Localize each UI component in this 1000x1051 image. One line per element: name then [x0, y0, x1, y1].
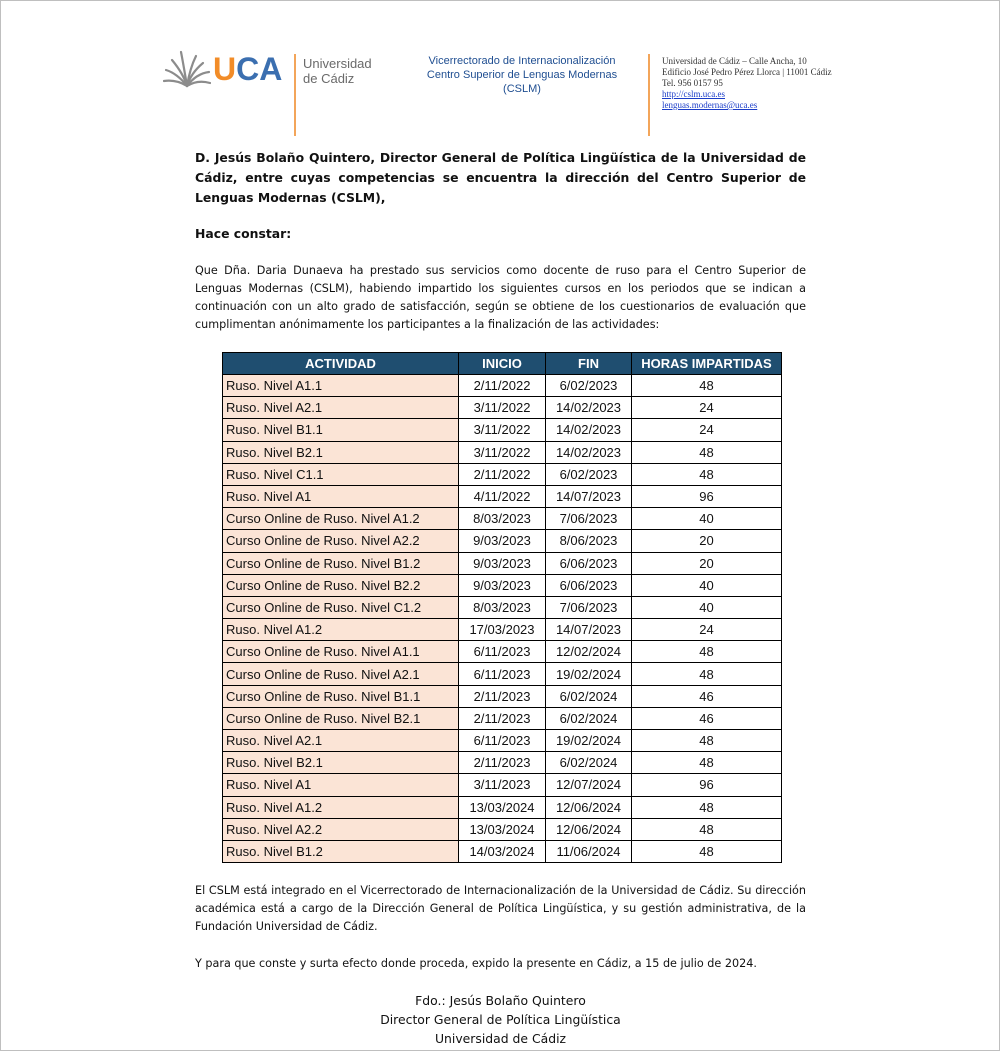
cell-fin: 12/02/2024: [546, 641, 632, 663]
cell-fin: 6/02/2023: [546, 463, 632, 485]
cell-inicio: 2/11/2023: [459, 685, 546, 707]
intro-statement: D. Jesús Bolaño Quintero, Director General de Política Lingüística de la Universidad de Cádiz, entre cuyas competencias se encuentra la dirección del Centro Superior de Lenguas Modernas (CSLM),: [195, 150, 806, 205]
table-row: [223, 619, 782, 641]
uca-emblem-icon: [163, 48, 211, 88]
cell-actividad: Ruso. Nivel B2.1: [223, 752, 459, 774]
cell-actividad: Ruso. Nivel B1.1: [223, 419, 459, 441]
cell-fin: 6/06/2023: [546, 552, 632, 574]
cell-horas: 46: [632, 707, 782, 729]
column-header-inicio: INICIO: [459, 353, 546, 375]
cell-inicio: 9/03/2023: [459, 530, 546, 552]
cell-inicio: 6/11/2023: [459, 663, 546, 685]
cell-horas: 48: [632, 840, 782, 862]
cell-actividad: Ruso. Nivel A1: [223, 485, 459, 507]
cslm-info-paragraph: El CSLM está integrado en el Vicerrectorado de Internacionalización de la Universidad de Cádiz. Su dirección académica está a cargo de la Dirección General de Política Lingüística, y su gestión administrativa, de la Fundación Universidad de Cádiz.: [195, 884, 806, 933]
cell-inicio: 2/11/2022: [459, 375, 546, 397]
cell-horas: 48: [632, 818, 782, 840]
cell-horas: 24: [632, 397, 782, 419]
cell-horas: 24: [632, 619, 782, 641]
cell-inicio: 14/03/2024: [459, 840, 546, 862]
cell-horas: 48: [632, 663, 782, 685]
signature-institution: Universidad de Cádiz: [434, 1031, 567, 1046]
cell-actividad: Ruso. Nivel A1.1: [223, 375, 459, 397]
cell-horas: 46: [632, 685, 782, 707]
website-link[interactable]: http://cslm.uca.es: [662, 89, 725, 99]
table-row: [223, 707, 782, 729]
table-row: [223, 552, 782, 574]
cell-actividad: Ruso. Nivel A1.2: [223, 796, 459, 818]
table-row: [223, 685, 782, 707]
cell-fin: 14/07/2023: [546, 485, 632, 507]
cell-horas: 24: [632, 419, 782, 441]
table-row: [223, 641, 782, 663]
table-row: [223, 463, 782, 485]
signature-block: [195, 991, 806, 1048]
table-row: [223, 574, 782, 596]
cell-inicio: 17/03/2023: [459, 619, 546, 641]
cell-fin: 14/07/2023: [546, 619, 632, 641]
cell-actividad: Ruso. Nivel A2.1: [223, 397, 459, 419]
logo-university-name: Universidad de Cádiz: [303, 56, 372, 86]
cell-horas: 96: [632, 485, 782, 507]
cell-horas: 48: [632, 463, 782, 485]
courses-table: [222, 352, 782, 863]
cell-inicio: 13/03/2024: [459, 796, 546, 818]
table-row: [223, 441, 782, 463]
table-row: [223, 774, 782, 796]
cell-fin: 7/06/2023: [546, 508, 632, 530]
table-row: [223, 752, 782, 774]
cell-inicio: 3/11/2022: [459, 397, 546, 419]
cell-inicio: 4/11/2022: [459, 485, 546, 507]
vicerrectorado-block: Vicerrectorado de Internacionalización Centro Superior de Lenguas Modernas (CSLM): [426, 55, 618, 95]
cell-fin: 6/02/2024: [546, 685, 632, 707]
table-row: [223, 596, 782, 618]
cell-actividad: Curso Online de Ruso. Nivel A2.1: [223, 663, 459, 685]
cell-actividad: Ruso. Nivel A1.2: [223, 619, 459, 641]
cell-fin: 6/02/2024: [546, 707, 632, 729]
table-row: [223, 485, 782, 507]
table-row: [223, 818, 782, 840]
column-header-horas: HORAS IMPARTIDAS: [632, 353, 782, 375]
table-row: [223, 730, 782, 752]
cell-actividad: Ruso. Nivel A1: [223, 774, 459, 796]
cell-fin: 7/06/2023: [546, 596, 632, 618]
cell-inicio: 13/03/2024: [459, 818, 546, 840]
column-header-actividad: ACTIVIDAD: [223, 353, 459, 375]
cell-horas: 48: [632, 796, 782, 818]
cell-actividad: Curso Online de Ruso. Nivel C1.2: [223, 596, 459, 618]
cell-fin: 19/02/2024: [546, 663, 632, 685]
cell-horas: 48: [632, 375, 782, 397]
table-row: [223, 663, 782, 685]
logo-wordmark: UCA: [213, 51, 283, 87]
cell-inicio: 3/11/2022: [459, 441, 546, 463]
cell-inicio: 6/11/2023: [459, 730, 546, 752]
cell-inicio: 3/11/2023: [459, 774, 546, 796]
cell-inicio: 9/03/2023: [459, 552, 546, 574]
contact-block: Universidad de Cádiz – Calle Ancha, 10 Edificio José Pedro Pérez Llorca | 11001 Cádiz Tel. 956 0157 95 http://cslm.uca.es lenguas.modernas@uca.es: [662, 56, 832, 110]
cell-actividad: Curso Online de Ruso. Nivel B1.1: [223, 685, 459, 707]
cell-fin: 11/06/2024: [546, 840, 632, 862]
table-row: [223, 397, 782, 419]
cell-horas: 48: [632, 730, 782, 752]
signature-name: Fdo.: Jesús Bolaño Quintero: [415, 993, 586, 1008]
table-row: [223, 530, 782, 552]
cell-fin: 12/07/2024: [546, 774, 632, 796]
cell-inicio: 2/11/2023: [459, 707, 546, 729]
hace-constar-heading: Hace constar:: [195, 226, 292, 241]
closing-paragraph: Y para que conste y surta efecto donde proceda, expido la presente en Cádiz, a 15 de julio de 2024.: [195, 957, 757, 970]
cell-inicio: 8/03/2023: [459, 596, 546, 618]
cell-inicio: 2/11/2022: [459, 463, 546, 485]
cell-horas: 20: [632, 530, 782, 552]
cell-inicio: 6/11/2023: [459, 641, 546, 663]
cell-actividad: Curso Online de Ruso. Nivel A1.2: [223, 508, 459, 530]
cell-inicio: 3/11/2022: [459, 419, 546, 441]
cell-fin: 12/06/2024: [546, 796, 632, 818]
cell-actividad: Curso Online de Ruso. Nivel B1.2: [223, 552, 459, 574]
table-header-row: [223, 353, 782, 375]
certification-paragraph: Que Dña. Daria Dunaeva ha prestado sus servicios como docente de ruso para el Centro Superior de Lenguas Modernas (CSLM), habiendo impartido los siguientes cursos en los periodos que se indican a continuación con un alto grado de satisfacción, según se obtiene de los cuestionarios de evaluación que cumplimentan anónimamente los participantes a la finalización de las actividades:: [195, 264, 806, 331]
cell-actividad: Ruso. Nivel C1.1: [223, 463, 459, 485]
cell-inicio: 8/03/2023: [459, 508, 546, 530]
table-row: [223, 508, 782, 530]
table-row: [223, 419, 782, 441]
cell-fin: 8/06/2023: [546, 530, 632, 552]
cell-fin: 12/06/2024: [546, 818, 632, 840]
cell-horas: 40: [632, 508, 782, 530]
table-row: [223, 375, 782, 397]
cell-horas: 96: [632, 774, 782, 796]
cell-horas: 20: [632, 552, 782, 574]
cell-fin: 19/02/2024: [546, 730, 632, 752]
cell-actividad: Ruso. Nivel B1.2: [223, 840, 459, 862]
signature-title: Director General de Política Lingüística: [380, 1012, 621, 1027]
table-row: [223, 840, 782, 862]
cell-actividad: Curso Online de Ruso. Nivel A1.1: [223, 641, 459, 663]
cell-horas: 48: [632, 752, 782, 774]
column-header-fin: FIN: [546, 353, 632, 375]
cell-fin: 14/02/2023: [546, 441, 632, 463]
cell-actividad: Ruso. Nivel A2.1: [223, 730, 459, 752]
cell-horas: 48: [632, 641, 782, 663]
cell-horas: 40: [632, 574, 782, 596]
cell-fin: 6/02/2024: [546, 752, 632, 774]
cell-horas: 48: [632, 441, 782, 463]
header-divider: [294, 54, 296, 136]
cell-inicio: 9/03/2023: [459, 574, 546, 596]
cell-inicio: 2/11/2023: [459, 752, 546, 774]
cell-actividad: Curso Online de Ruso. Nivel B2.2: [223, 574, 459, 596]
cell-actividad: Curso Online de Ruso. Nivel B2.1: [223, 707, 459, 729]
email-link[interactable]: lenguas.modernas@uca.es: [662, 100, 758, 110]
cell-horas: 40: [632, 596, 782, 618]
header-divider-2: [648, 54, 650, 136]
cell-actividad: Curso Online de Ruso. Nivel A2.2: [223, 530, 459, 552]
cell-fin: 14/02/2023: [546, 397, 632, 419]
cell-actividad: Ruso. Nivel B2.1: [223, 441, 459, 463]
table-row: [223, 796, 782, 818]
cell-fin: 6/06/2023: [546, 574, 632, 596]
cell-actividad: Ruso. Nivel A2.2: [223, 818, 459, 840]
cell-fin: 6/02/2023: [546, 375, 632, 397]
cell-fin: 14/02/2023: [546, 419, 632, 441]
